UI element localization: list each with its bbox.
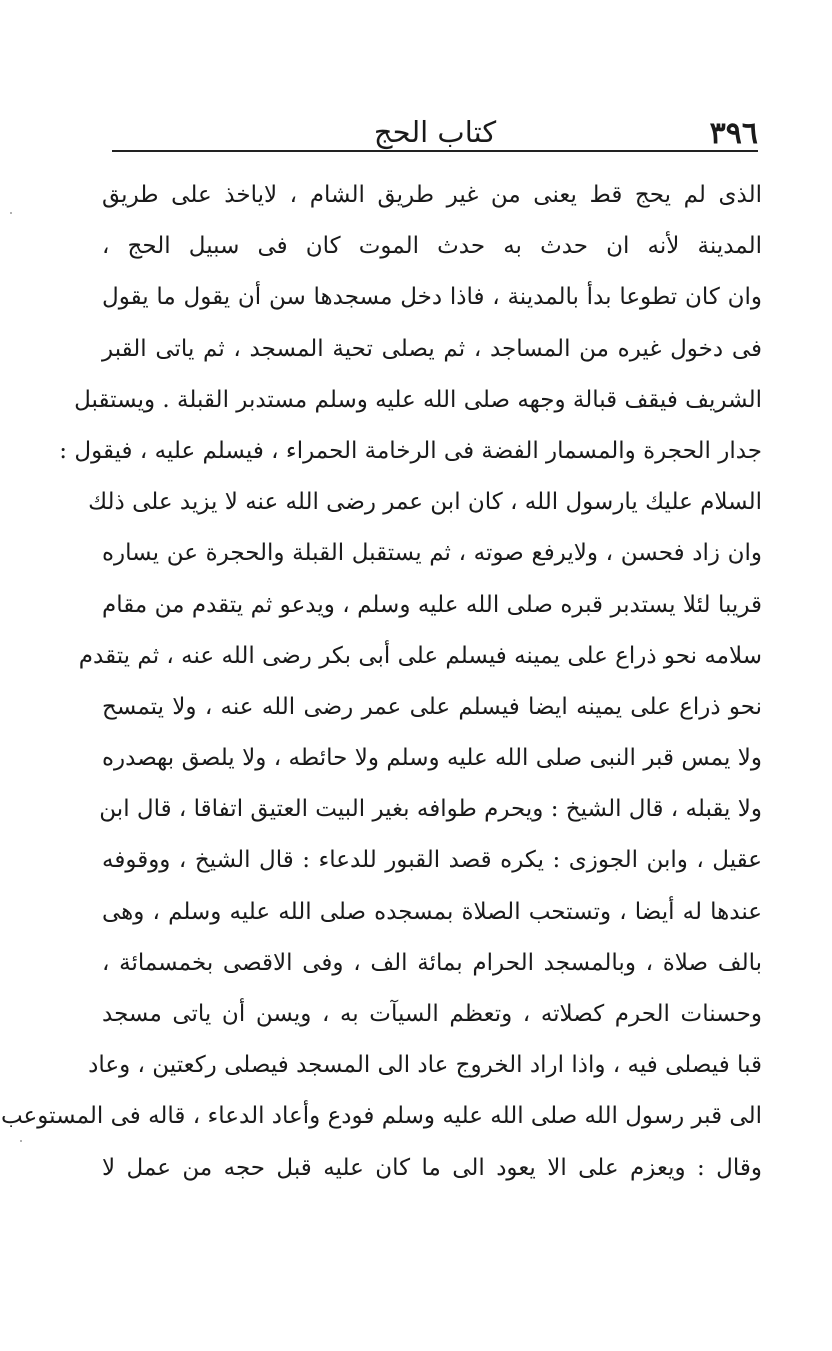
text-line: ولا يقبله ، قال الشيخ : ويحرم طوافه بغير البيت العتيق اتفاقا ، قال ابن	[99, 796, 762, 823]
text-line: قريبا لئلا يستدبر قبره صلى الله عليه وسلم ، ويدعو ثم يتقدم من مقام	[102, 591, 762, 618]
text-line: وان زاد فحسن ، ولايرفع صوته ، ثم يستقبل القبلة والحجرة عن يساره	[102, 540, 762, 567]
text-line: فى دخول غيره من المساجد ، ثم يصلى تحية المسجد ، ثم ياتى القبر	[102, 335, 762, 362]
text-line: وقال : ويعزم على الا يعود الى ما كان عليه قبل حجه من عمل لا	[102, 1154, 762, 1181]
text-line: المدينة لأنه ان حدث به حدث الموت كان فى سبيل الحج ،	[102, 233, 762, 260]
page-number: ٣٩٦	[709, 116, 758, 151]
text-line: الى قبر رسول الله صلى الله عليه وسلم فودع وأعاد الدعاء ، قاله فى المستوعب	[0, 1103, 762, 1130]
text-line: وان كان تطوعا بدأ بالمدينة ، فاذا دخل مسجدها سن أن يقول ما يقول	[102, 284, 762, 311]
running-title: كتاب الحج	[373, 115, 497, 149]
text-line: الذى لم يحج قط يعنى من غير طريق الشام ، لاياخذ على طريق	[102, 182, 762, 208]
text-line: السلام عليك يارسول الله ، كان ابن عمر رضى الله عنه لا يزيد على ذلك	[88, 489, 762, 516]
text-line: عقيل ، وابن الجوزى : يكره قصد القبور للدعاء : قال الشيخ ، ووقوفه	[102, 847, 762, 874]
page-header	[112, 112, 758, 154]
text-line: عندها له أيضا ، وتستحب الصلاة بمسجده صلى الله عليه وسلم ، وهى	[102, 898, 762, 925]
scan-speck	[10, 212, 12, 214]
text-line: ولا يمس قبر النبى صلى الله عليه وسلم ولا حائطه ، ولا يلصق بهصدره	[102, 745, 762, 772]
text-line: قبا فيصلى فيه ، واذا اراد الخروج عاد الى المسجد فيصلى ركعتين ، وعاد	[88, 1052, 762, 1079]
text-line: بالف صلاة ، وبالمسجد الحرام بمائة الف ، وفى الاقصى بخمسمائة ،	[102, 949, 762, 976]
text-line: الشريف فيقف قبالة وجهه صلى الله عليه وسلم مستدبر القبلة . ويستقبل	[74, 386, 762, 413]
text-line: جدار الحجرة والمسمار الفضة فى الرخامة الحمراء ، فيسلم عليه ، فيقول :	[59, 437, 762, 464]
header-rule	[112, 150, 758, 152]
text-line: وحسنات الحرم كصلاته ، وتعظم السيآت به ، ويسن أن ياتى مسجد	[102, 1001, 762, 1027]
text-line: سلامه نحو ذراع على يمينه فيسلم على أبى بكر رضى الله عنه ، ثم يتقدم	[78, 642, 762, 669]
scan-speck	[20, 1140, 22, 1142]
text-line: نحو ذراع على يمينه ايضا فيسلم على عمر رضى الله عنه ، ولا يتمسح	[102, 693, 762, 720]
body-text	[0, 170, 762, 1194]
